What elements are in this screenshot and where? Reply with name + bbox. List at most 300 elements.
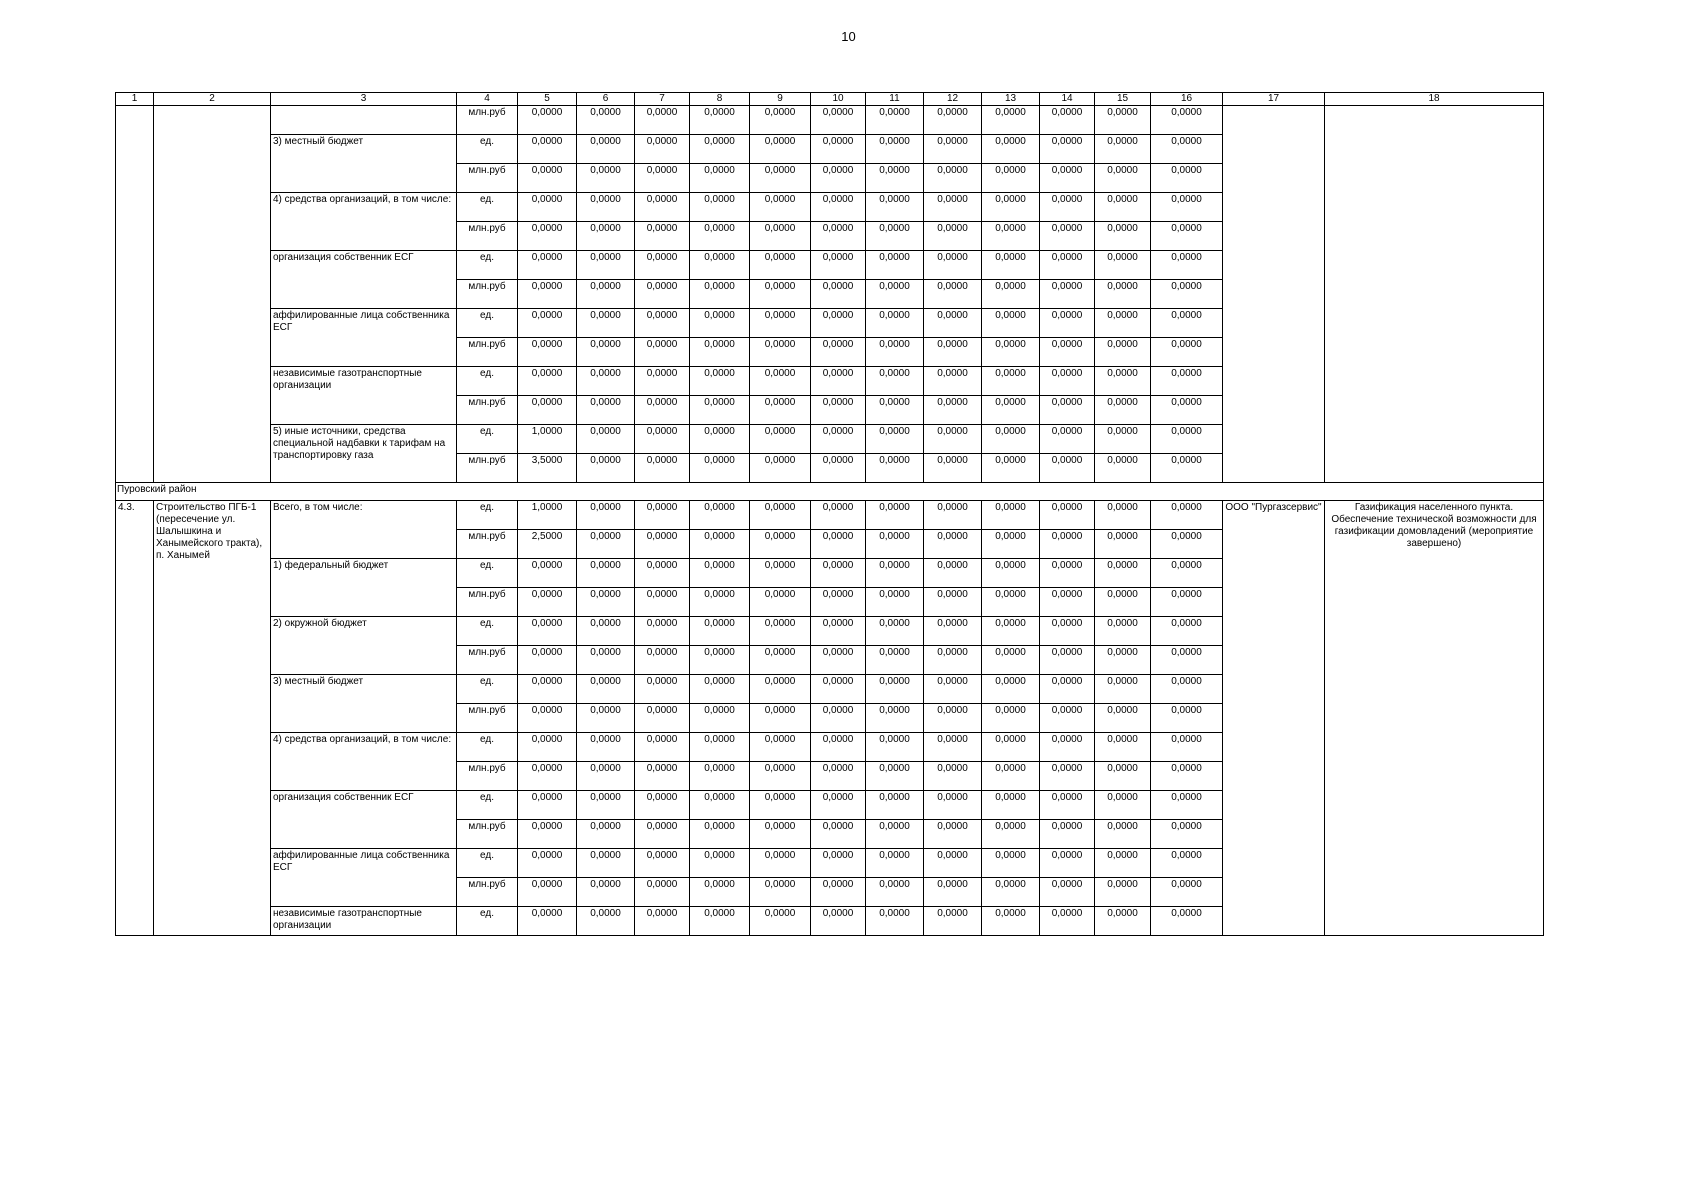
value-cell: 0,0000	[577, 425, 635, 454]
value-cell: 0,0000	[1040, 704, 1095, 733]
funding-source-label: 3) местный бюджет	[271, 675, 457, 733]
funding-source-label: 3) местный бюджет	[271, 135, 457, 193]
value-cell: 0,0000	[1040, 454, 1095, 483]
value-cell: 0,0000	[982, 193, 1040, 222]
value-cell: 0,0000	[1095, 425, 1151, 454]
value-cell: 0,0000	[750, 646, 811, 675]
value-cell: 0,0000	[811, 878, 866, 907]
column-number: 2	[154, 93, 271, 106]
value-cell: 0,0000	[635, 222, 690, 251]
value-cell: 0,0000	[866, 164, 924, 193]
value-cell: 0,0000	[635, 646, 690, 675]
value-cell: 0,0000	[1040, 588, 1095, 617]
value-cell: 0,0000	[924, 907, 982, 936]
value-cell: 0,0000	[811, 559, 866, 588]
value-cell: 0,0000	[1095, 588, 1151, 617]
value-cell: 0,0000	[635, 164, 690, 193]
value-cell: 0,0000	[811, 501, 866, 530]
value-cell: 0,0000	[577, 733, 635, 762]
value-cell: 0,0000	[924, 251, 982, 280]
value-cell: 0,0000	[518, 106, 577, 135]
value-cell: 1,0000	[518, 425, 577, 454]
unit-cell: ед.	[457, 309, 518, 338]
value-cell: 0,0000	[924, 367, 982, 396]
column-number: 1	[116, 93, 154, 106]
value-cell: 0,0000	[811, 588, 866, 617]
value-cell: 0,0000	[924, 878, 982, 907]
funding-source-label: независимые газотранспортные организации	[271, 367, 457, 425]
value-cell: 0,0000	[811, 338, 866, 367]
value-cell: 0,0000	[635, 791, 690, 820]
value-cell: 0,0000	[690, 617, 750, 646]
value-cell: 0,0000	[1040, 280, 1095, 309]
value-cell: 0,0000	[811, 164, 866, 193]
funding-source-label: независимые газотранспортные организации	[271, 907, 457, 936]
value-cell: 0,0000	[866, 878, 924, 907]
value-cell: 0,0000	[1151, 309, 1223, 338]
value-cell: 0,0000	[866, 222, 924, 251]
value-cell: 0,0000	[690, 309, 750, 338]
funding-source-label: организация собственник ЕСГ	[271, 251, 457, 309]
district-row	[116, 483, 1544, 501]
unit-cell: млн.руб	[457, 588, 518, 617]
value-cell: 0,0000	[635, 193, 690, 222]
value-cell: 0,0000	[1151, 733, 1223, 762]
value-cell: 0,0000	[811, 675, 866, 704]
value-cell: 0,0000	[866, 762, 924, 791]
value-cell: 0,0000	[866, 704, 924, 733]
value-cell: 0,0000	[518, 251, 577, 280]
value-cell: 0,0000	[982, 704, 1040, 733]
value-cell: 0,0000	[577, 849, 635, 878]
value-cell: 0,0000	[924, 617, 982, 646]
value-cell: 0,0000	[750, 704, 811, 733]
value-cell: 0,0000	[1151, 530, 1223, 559]
value-cell: 0,0000	[982, 646, 1040, 675]
unit-cell: ед.	[457, 193, 518, 222]
value-cell: 0,0000	[1151, 425, 1223, 454]
value-cell: 0,0000	[1040, 338, 1095, 367]
value-cell: 0,0000	[577, 106, 635, 135]
value-cell: 0,0000	[518, 280, 577, 309]
value-cell: 0,0000	[577, 559, 635, 588]
value-cell: 0,0000	[1151, 762, 1223, 791]
value-cell: 0,0000	[518, 338, 577, 367]
value-cell: 0,0000	[866, 309, 924, 338]
value-cell: 0,0000	[518, 617, 577, 646]
value-cell: 0,0000	[1151, 280, 1223, 309]
value-cell: 0,0000	[811, 106, 866, 135]
value-cell: 0,0000	[635, 454, 690, 483]
value-cell: 0,0000	[690, 106, 750, 135]
table-row	[116, 501, 1544, 530]
value-cell: 0,0000	[635, 907, 690, 936]
value-cell: 0,0000	[577, 251, 635, 280]
value-cell: 0,0000	[690, 762, 750, 791]
column-number: 5	[518, 93, 577, 106]
value-cell: 0,0000	[1151, 849, 1223, 878]
value-cell: 0,0000	[577, 646, 635, 675]
value-cell: 0,0000	[924, 396, 982, 425]
value-cell: 0,0000	[518, 309, 577, 338]
value-cell: 0,0000	[811, 704, 866, 733]
value-cell: 0,0000	[1095, 849, 1151, 878]
value-cell: 0,0000	[866, 733, 924, 762]
value-cell: 0,0000	[1151, 396, 1223, 425]
value-cell: 0,0000	[690, 559, 750, 588]
value-cell: 0,0000	[1040, 733, 1095, 762]
value-cell: 0,0000	[1095, 309, 1151, 338]
value-cell: 0,0000	[1151, 646, 1223, 675]
unit-cell: ед.	[457, 367, 518, 396]
value-cell: 0,0000	[1095, 396, 1151, 425]
value-cell: 0,0000	[1151, 106, 1223, 135]
funding-source-label: 5) иные источники, средства специальной надбавки к тарифам на транспортировку газа	[271, 425, 457, 483]
value-cell: 0,0000	[1095, 135, 1151, 164]
value-cell: 0,0000	[750, 617, 811, 646]
unit-cell: млн.руб	[457, 820, 518, 849]
funding-source-label: 4) средства организаций, в том числе:	[271, 193, 457, 251]
value-cell: 0,0000	[1151, 338, 1223, 367]
value-cell: 0,0000	[518, 193, 577, 222]
value-cell: 0,0000	[1040, 559, 1095, 588]
value-cell: 0,0000	[1040, 396, 1095, 425]
unit-cell: ед.	[457, 251, 518, 280]
value-cell: 0,0000	[577, 501, 635, 530]
value-cell: 0,0000	[1151, 193, 1223, 222]
funding-source-label: аффилированные лица собственника ЕСГ	[271, 309, 457, 367]
value-cell: 0,0000	[924, 280, 982, 309]
value-cell: 0,0000	[690, 675, 750, 704]
value-cell: 0,0000	[635, 135, 690, 164]
executor: ООО "Пургазсервис"	[1223, 501, 1325, 936]
value-cell: 0,0000	[1151, 878, 1223, 907]
value-cell: 0,0000	[924, 164, 982, 193]
value-cell: 0,0000	[1151, 222, 1223, 251]
value-cell: 0,0000	[635, 733, 690, 762]
unit-cell: млн.руб	[457, 530, 518, 559]
note-cell	[1325, 106, 1544, 483]
value-cell: 0,0000	[750, 309, 811, 338]
value-cell: 0,0000	[982, 559, 1040, 588]
value-cell: 0,0000	[1040, 878, 1095, 907]
value-cell: 0,0000	[982, 878, 1040, 907]
unit-cell: млн.руб	[457, 280, 518, 309]
value-cell: 0,0000	[750, 907, 811, 936]
value-cell: 0,0000	[750, 762, 811, 791]
funding-source-label: организация собственник ЕСГ	[271, 791, 457, 849]
unit-cell: млн.руб	[457, 338, 518, 367]
value-cell: 0,0000	[635, 106, 690, 135]
value-cell: 0,0000	[690, 396, 750, 425]
value-cell: 0,0000	[690, 501, 750, 530]
executor-cell	[1223, 106, 1325, 483]
value-cell: 0,0000	[811, 791, 866, 820]
value-cell: 0,0000	[811, 907, 866, 936]
value-cell: 0,0000	[577, 396, 635, 425]
value-cell: 0,0000	[690, 820, 750, 849]
unit-cell: ед.	[457, 559, 518, 588]
value-cell: 0,0000	[635, 820, 690, 849]
value-cell: 0,0000	[635, 396, 690, 425]
value-cell: 0,0000	[1151, 907, 1223, 936]
value-cell: 0,0000	[577, 367, 635, 396]
value-cell: 0,0000	[866, 396, 924, 425]
value-cell: 0,0000	[982, 617, 1040, 646]
value-cell: 0,0000	[982, 396, 1040, 425]
column-number: 13	[982, 93, 1040, 106]
value-cell: 0,0000	[577, 675, 635, 704]
value-cell: 0,0000	[924, 646, 982, 675]
value-cell: 0,0000	[518, 675, 577, 704]
item-note: Газификация населенного пункта. Обеспечение технической возможности для газификации домовладений (мероприятие завершено)	[1325, 501, 1544, 936]
value-cell: 0,0000	[518, 878, 577, 907]
value-cell: 0,0000	[866, 820, 924, 849]
value-cell: 0,0000	[866, 135, 924, 164]
value-cell: 0,0000	[811, 135, 866, 164]
value-cell: 0,0000	[690, 251, 750, 280]
value-cell: 0,0000	[1095, 762, 1151, 791]
value-cell: 0,0000	[924, 222, 982, 251]
value-cell: 0,0000	[635, 588, 690, 617]
value-cell: 0,0000	[811, 820, 866, 849]
value-cell: 0,0000	[750, 530, 811, 559]
value-cell: 0,0000	[577, 454, 635, 483]
value-cell: 0,0000	[1040, 367, 1095, 396]
unit-cell: ед.	[457, 733, 518, 762]
value-cell: 0,0000	[518, 733, 577, 762]
value-cell: 0,0000	[982, 338, 1040, 367]
value-cell: 0,0000	[866, 588, 924, 617]
unit-cell: млн.руб	[457, 106, 518, 135]
value-cell: 0,0000	[577, 164, 635, 193]
value-cell: 0,0000	[577, 309, 635, 338]
value-cell: 0,0000	[635, 425, 690, 454]
column-number: 6	[577, 93, 635, 106]
table-row	[116, 106, 1544, 135]
value-cell: 0,0000	[924, 762, 982, 791]
value-cell: 0,0000	[690, 338, 750, 367]
value-cell: 0,0000	[866, 251, 924, 280]
value-cell: 0,0000	[1040, 425, 1095, 454]
column-number: 7	[635, 93, 690, 106]
value-cell: 0,0000	[982, 530, 1040, 559]
value-cell: 0,0000	[811, 733, 866, 762]
value-cell: 0,0000	[518, 164, 577, 193]
value-cell: 1,0000	[518, 501, 577, 530]
unit-cell: ед.	[457, 501, 518, 530]
value-cell: 0,0000	[982, 164, 1040, 193]
column-number: 3	[271, 93, 457, 106]
value-cell: 0,0000	[924, 733, 982, 762]
value-cell: 0,0000	[518, 820, 577, 849]
value-cell: 0,0000	[750, 193, 811, 222]
value-cell: 0,0000	[1095, 675, 1151, 704]
value-cell: 0,0000	[750, 164, 811, 193]
column-number-header	[116, 93, 1544, 106]
column-number: 8	[690, 93, 750, 106]
item-number-cell	[116, 106, 154, 483]
value-cell: 0,0000	[811, 762, 866, 791]
funding-source-label: 4) средства организаций, в том числе:	[271, 733, 457, 791]
value-cell: 0,0000	[866, 454, 924, 483]
value-cell: 0,0000	[811, 454, 866, 483]
value-cell: 0,0000	[635, 530, 690, 559]
value-cell: 0,0000	[1151, 559, 1223, 588]
value-cell: 0,0000	[577, 135, 635, 164]
value-cell: 0,0000	[982, 820, 1040, 849]
value-cell: 0,0000	[1040, 135, 1095, 164]
unit-cell: млн.руб	[457, 164, 518, 193]
value-cell: 0,0000	[690, 135, 750, 164]
value-cell: 0,0000	[1095, 367, 1151, 396]
column-number: 10	[811, 93, 866, 106]
value-cell: 0,0000	[982, 849, 1040, 878]
value-cell: 0,0000	[690, 425, 750, 454]
value-cell: 0,0000	[690, 222, 750, 251]
value-cell: 0,0000	[924, 193, 982, 222]
value-cell: 0,0000	[982, 907, 1040, 936]
value-cell: 0,0000	[1040, 762, 1095, 791]
value-cell: 0,0000	[1095, 280, 1151, 309]
column-number: 12	[924, 93, 982, 106]
value-cell: 0,0000	[982, 733, 1040, 762]
value-cell: 0,0000	[866, 907, 924, 936]
column-number: 4	[457, 93, 518, 106]
value-cell: 0,0000	[866, 193, 924, 222]
value-cell: 0,0000	[982, 501, 1040, 530]
value-cell: 0,0000	[750, 106, 811, 135]
column-number: 14	[1040, 93, 1095, 106]
value-cell: 0,0000	[1095, 222, 1151, 251]
value-cell: 0,0000	[750, 338, 811, 367]
column-number: 11	[866, 93, 924, 106]
value-cell: 0,0000	[1095, 251, 1151, 280]
value-cell: 0,0000	[690, 791, 750, 820]
value-cell: 0,0000	[690, 367, 750, 396]
value-cell: 0,0000	[924, 135, 982, 164]
value-cell: 0,0000	[1040, 907, 1095, 936]
value-cell: 0,0000	[811, 222, 866, 251]
value-cell: 0,0000	[635, 878, 690, 907]
value-cell: 0,0000	[1095, 193, 1151, 222]
column-number: 15	[1095, 93, 1151, 106]
value-cell: 0,0000	[1151, 251, 1223, 280]
value-cell: 0,0000	[1040, 501, 1095, 530]
unit-cell: млн.руб	[457, 704, 518, 733]
value-cell: 0,0000	[750, 454, 811, 483]
value-cell: 0,0000	[982, 675, 1040, 704]
value-cell: 0,0000	[1095, 617, 1151, 646]
value-cell: 0,0000	[982, 251, 1040, 280]
value-cell: 0,0000	[1040, 530, 1095, 559]
value-cell: 0,0000	[635, 617, 690, 646]
unit-cell: млн.руб	[457, 646, 518, 675]
value-cell: 0,0000	[1040, 646, 1095, 675]
value-cell: 0,0000	[750, 733, 811, 762]
value-cell: 0,0000	[924, 309, 982, 338]
value-cell: 0,0000	[866, 367, 924, 396]
unit-cell: млн.руб	[457, 222, 518, 251]
value-cell: 0,0000	[1095, 907, 1151, 936]
value-cell: 0,0000	[750, 559, 811, 588]
value-cell: 0,0000	[690, 849, 750, 878]
value-cell: 0,0000	[982, 280, 1040, 309]
value-cell: 0,0000	[924, 454, 982, 483]
value-cell: 0,0000	[577, 907, 635, 936]
value-cell: 0,0000	[635, 251, 690, 280]
value-cell: 0,0000	[750, 396, 811, 425]
value-cell: 0,0000	[690, 280, 750, 309]
value-cell: 0,0000	[577, 617, 635, 646]
value-cell: 0,0000	[577, 222, 635, 251]
value-cell: 0,0000	[1095, 106, 1151, 135]
investment-table	[115, 92, 1544, 936]
value-cell: 0,0000	[866, 106, 924, 135]
value-cell: 0,0000	[750, 791, 811, 820]
value-cell: 0,0000	[924, 106, 982, 135]
value-cell: 0,0000	[518, 135, 577, 164]
value-cell: 3,5000	[518, 454, 577, 483]
value-cell: 0,0000	[811, 251, 866, 280]
value-cell: 0,0000	[518, 907, 577, 936]
value-cell: 0,0000	[690, 164, 750, 193]
value-cell: 0,0000	[982, 222, 1040, 251]
value-cell: 0,0000	[518, 704, 577, 733]
value-cell: 0,0000	[750, 588, 811, 617]
value-cell: 0,0000	[635, 675, 690, 704]
value-cell: 0,0000	[690, 193, 750, 222]
value-cell: 0,0000	[1095, 791, 1151, 820]
value-cell: 0,0000	[924, 820, 982, 849]
value-cell: 0,0000	[982, 454, 1040, 483]
unit-cell: ед.	[457, 849, 518, 878]
value-cell: 0,0000	[982, 791, 1040, 820]
value-cell: 0,0000	[577, 338, 635, 367]
unit-cell: ед.	[457, 617, 518, 646]
value-cell: 0,0000	[635, 309, 690, 338]
value-cell: 0,0000	[635, 280, 690, 309]
value-cell: 0,0000	[1040, 164, 1095, 193]
value-cell: 0,0000	[866, 559, 924, 588]
value-cell: 0,0000	[1040, 106, 1095, 135]
value-cell: 0,0000	[750, 280, 811, 309]
value-cell: 0,0000	[982, 309, 1040, 338]
unit-cell: ед.	[457, 675, 518, 704]
value-cell: 0,0000	[577, 762, 635, 791]
value-cell: 0,0000	[924, 559, 982, 588]
value-cell: 0,0000	[1151, 704, 1223, 733]
column-number: 18	[1325, 93, 1544, 106]
value-cell: 0,0000	[690, 733, 750, 762]
funding-source-label: аффилированные лица собственника ЕСГ	[271, 849, 457, 907]
value-cell: 0,0000	[635, 559, 690, 588]
value-cell: 0,0000	[1151, 367, 1223, 396]
value-cell: 0,0000	[811, 617, 866, 646]
value-cell: 0,0000	[635, 704, 690, 733]
value-cell: 0,0000	[1040, 309, 1095, 338]
value-cell: 0,0000	[690, 907, 750, 936]
value-cell: 0,0000	[982, 588, 1040, 617]
value-cell: 0,0000	[924, 425, 982, 454]
value-cell: 0,0000	[982, 106, 1040, 135]
value-cell: 0,0000	[518, 849, 577, 878]
value-cell: 0,0000	[690, 530, 750, 559]
value-cell: 0,0000	[982, 762, 1040, 791]
value-cell: 0,0000	[577, 280, 635, 309]
value-cell: 0,0000	[518, 396, 577, 425]
value-cell: 0,0000	[635, 849, 690, 878]
